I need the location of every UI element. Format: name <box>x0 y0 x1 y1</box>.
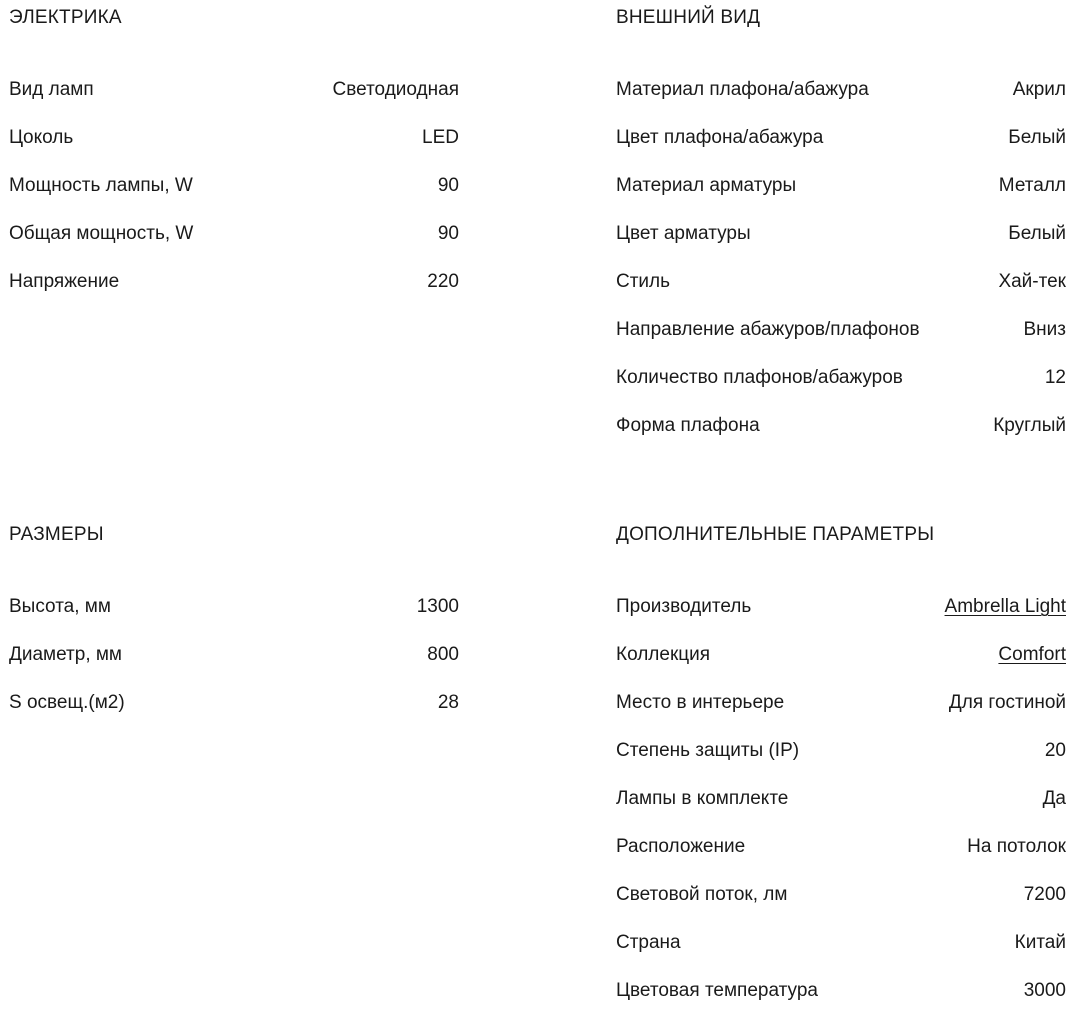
section-title-dimensions: РАЗМЕРЫ <box>9 524 104 545</box>
appearance-rows <box>616 66 1066 450</box>
spec-label: Коллекция <box>616 644 711 665</box>
spec-row-voltage <box>9 258 459 306</box>
spec-value: Для гостиной <box>948 692 1066 713</box>
spec-label: Стиль <box>616 271 671 292</box>
section-title-additional: ДОПОЛНИТЕЛЬНЫЕ ПАРАМЕТРЫ <box>616 524 935 545</box>
spec-row-total-power <box>9 210 459 258</box>
spec-row-country <box>616 919 1066 967</box>
spec-value: Светодиодная <box>332 79 459 100</box>
spec-value: 3000 <box>1023 980 1066 1001</box>
spec-value: Хай-тек <box>998 271 1066 292</box>
electrics-section <box>9 6 459 306</box>
spec-value: 1300 <box>416 596 459 617</box>
spec-value: Круглый <box>993 415 1066 436</box>
spec-label: Вид ламп <box>9 79 94 100</box>
spec-value: Вниз <box>1023 319 1066 340</box>
spec-value: Да <box>1042 788 1066 809</box>
spec-value: Белый <box>1008 223 1066 244</box>
spec-value: На потолок <box>967 836 1066 857</box>
spec-label: Страна <box>616 932 681 953</box>
spec-label: Материал арматуры <box>616 175 797 196</box>
manufacturer-link[interactable]: Ambrella Light <box>944 596 1066 617</box>
spec-row-frame-color <box>616 210 1066 258</box>
spec-row-placement <box>616 823 1066 871</box>
spec-value: 90 <box>437 223 459 244</box>
spec-label: Форма плафона <box>616 415 760 436</box>
spec-row-frame-material <box>616 162 1066 210</box>
spec-label: Диаметр, мм <box>9 644 122 665</box>
spec-value: 800 <box>427 644 459 665</box>
spec-label: Производитель <box>616 596 752 617</box>
spec-label: Цвет арматуры <box>616 223 751 244</box>
spec-row-shade-count <box>616 354 1066 402</box>
spec-row-color-temperature <box>616 967 1066 1015</box>
spec-row-lamps-included <box>616 775 1066 823</box>
spec-label: Световой поток, лм <box>616 884 788 905</box>
spec-value: Металл <box>998 175 1066 196</box>
electrics-rows <box>9 66 459 306</box>
spec-value: Белый <box>1008 127 1066 148</box>
appearance-section <box>616 6 1066 450</box>
spec-row-shade-shape <box>616 402 1066 450</box>
dimensions-section <box>9 523 459 727</box>
spec-label: Цветовая температура <box>616 980 818 1001</box>
dimensions-rows <box>9 583 459 727</box>
spec-label: Степень защиты (IP) <box>616 740 800 761</box>
collection-link[interactable]: Comfort <box>998 644 1066 665</box>
section-title-appearance: ВНЕШНИЙ ВИД <box>616 7 761 28</box>
spec-value: 20 <box>1044 740 1066 761</box>
spec-row-style <box>616 258 1066 306</box>
spec-value: 220 <box>427 271 459 292</box>
spec-row-lit-area <box>9 679 459 727</box>
spec-label: Количество плафонов/абажуров <box>616 367 903 388</box>
spec-value: 7200 <box>1023 884 1066 905</box>
spec-label: Общая мощность, W <box>9 223 194 244</box>
spec-value: Китай <box>1014 932 1066 953</box>
spec-value: 90 <box>437 175 459 196</box>
spec-row-lamp-power <box>9 162 459 210</box>
spec-row-diameter <box>9 631 459 679</box>
spec-label: Цвет плафона/абажура <box>616 127 824 148</box>
spec-label: Материал плафона/абажура <box>616 79 869 100</box>
spec-value: 28 <box>437 692 459 713</box>
spec-row-height <box>9 583 459 631</box>
spec-label: Направление абажуров/плафонов <box>616 319 920 340</box>
spec-value: Акрил <box>1012 79 1066 100</box>
spec-row-ip-rating <box>616 727 1066 775</box>
spec-row-manufacturer <box>616 583 1066 631</box>
spec-row-interior-place <box>616 679 1066 727</box>
additional-section <box>616 523 1066 1015</box>
spec-value: LED <box>422 127 459 148</box>
spec-label: Цоколь <box>9 127 74 148</box>
additional-rows <box>616 583 1066 1015</box>
spec-row-collection <box>616 631 1066 679</box>
spec-label: Лампы в комплекте <box>616 788 789 809</box>
spec-label: Мощность лампы, W <box>9 175 193 196</box>
spec-label: Высота, мм <box>9 596 111 617</box>
spec-row-shade-direction <box>616 306 1066 354</box>
spec-label: Расположение <box>616 836 746 857</box>
spec-row-socket <box>9 114 459 162</box>
spec-label: Напряжение <box>9 271 120 292</box>
spec-label: S освещ.(м2) <box>9 692 125 713</box>
spec-row-shade-color <box>616 114 1066 162</box>
spec-row-luminous-flux <box>616 871 1066 919</box>
spec-label: Место в интерьере <box>616 692 785 713</box>
spec-row-lamp-type <box>9 66 459 114</box>
spec-value: 12 <box>1044 367 1066 388</box>
spec-row-shade-material <box>616 66 1066 114</box>
section-title-electrics: ЭЛЕКТРИКА <box>9 7 122 28</box>
